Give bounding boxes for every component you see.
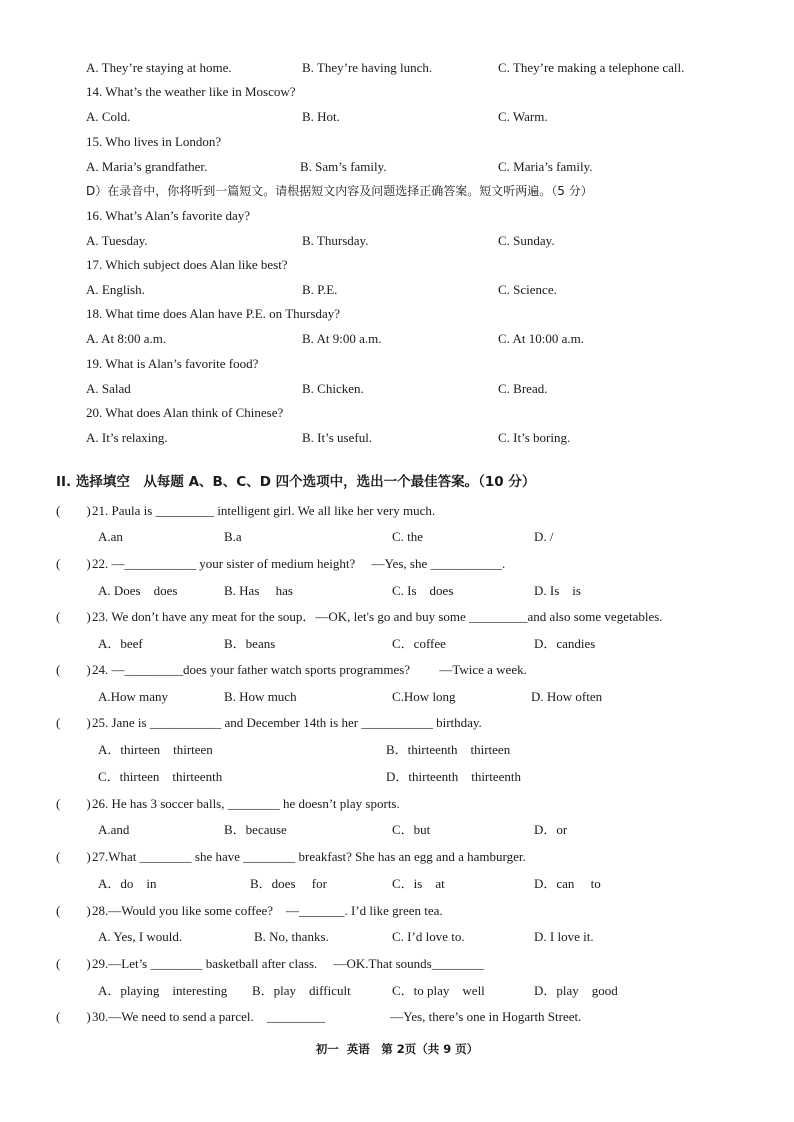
q14-option-b: B. Hot. — [302, 109, 340, 124]
q18-option-a: A. At 8:00 a.m. — [86, 331, 167, 346]
q26-stem: 26. He has 3 soccer balls, ________ he doesn’t play sports. — [92, 796, 400, 811]
q21-stem: 21. Paula is _________ intelligent girl. We all like her very much. — [92, 503, 436, 518]
q16-stem: 16. What’s Alan’s favorite day? — [86, 208, 251, 223]
q19-option-a: A. Salad — [86, 381, 131, 396]
q22-option-b: B. Has has — [224, 583, 293, 598]
answer-paren[interactable]: ( ) — [56, 503, 91, 518]
q19-option-b: B. Chicken. — [302, 381, 364, 396]
q15-option-a: A. Maria’s grandfather. — [86, 159, 208, 174]
q25-option-d: D．thirteenth thirteenth — [386, 769, 522, 784]
q13-option-b: B. They’re having lunch. — [302, 60, 433, 75]
q28-option-c: C. I’d love to. — [392, 929, 465, 944]
answer-paren[interactable]: ( ) — [56, 796, 91, 811]
q24-option-d: D. How often — [531, 689, 603, 704]
answer-paren[interactable]: ( ) — [56, 609, 91, 624]
q23-option-a: A．beef — [98, 636, 143, 651]
q21-option-c: C. the — [392, 529, 424, 544]
answer-paren[interactable]: ( ) — [56, 903, 91, 918]
q13-option-a: A. They’re staying at home. — [86, 60, 232, 75]
q25-option-c: C．thirteen thirteenth — [98, 769, 223, 784]
q17-option-c: C. Science. — [498, 282, 557, 297]
q24-option-a: A.How many — [98, 689, 169, 704]
q25-option-b: B．thirteenth thirteen — [386, 742, 511, 757]
q29-option-a: A．playing interesting — [98, 983, 228, 998]
q14-stem: 14. What’s the weather like in Moscow? — [86, 84, 296, 99]
q18-option-b: B. At 9:00 a.m. — [302, 331, 382, 346]
q27-stem: 27.What ________ she have ________ breakfast? She has an egg and a hamburger. — [92, 849, 526, 864]
answer-paren[interactable]: ( ) — [56, 1009, 91, 1024]
q22-stem: 22. —___________ your sister of medium height? —Yes, she ___________. — [92, 556, 506, 571]
q27-option-b: B．does for — [250, 876, 327, 891]
q27-option-d: D．can to — [534, 876, 601, 891]
q28-stem: 28.—Would you like some coffee? —_______. I’d like green tea. — [92, 903, 443, 918]
q14-option-c: C. Warm. — [498, 109, 548, 124]
q26-option-b: B．because — [224, 822, 287, 837]
q28-option-d: D. I love it. — [534, 929, 594, 944]
q29-option-d: D．play good — [534, 983, 618, 998]
answer-paren[interactable]: ( ) — [56, 849, 91, 864]
section-d-instruction: D）在录音中，你将听到一篇短文。请根据短文内容及问题选择正确答案。短文听两遍。（5 分） — [86, 184, 593, 198]
page-footer: 初一 英语 第 2页（共 9 页） — [315, 1042, 479, 1056]
q15-option-c: C. Maria’s family. — [498, 159, 593, 174]
q25-option-a: A．thirteen thirteen — [98, 742, 213, 757]
q22-option-d: D. Is is — [534, 583, 581, 598]
q26-option-a: A.and — [98, 822, 130, 837]
q20-option-b: B. It’s useful. — [302, 430, 373, 445]
q26-option-d: D．or — [534, 822, 568, 837]
q21-option-d: D. / — [534, 529, 554, 544]
q17-option-b: B. P.E. — [302, 282, 338, 297]
q15-option-b: B. Sam’s family. — [300, 159, 387, 174]
q30-stem: 30.—We need to send a parcel. _________ —Yes, there’s one in Hogarth Street. — [92, 1009, 582, 1024]
q24-option-c: C.How long — [392, 689, 456, 704]
answer-paren[interactable]: ( ) — [56, 956, 91, 971]
q21-option-b: B.a — [224, 529, 242, 544]
q24-stem: 24. —_________does your father watch sports programmes? —Twice a week. — [92, 662, 527, 677]
q18-option-c: C. At 10:00 a.m. — [498, 331, 584, 346]
answer-paren[interactable]: ( ) — [56, 715, 91, 730]
q29-option-b: B．play difficult — [252, 983, 351, 998]
q23-option-c: C．coffee — [392, 636, 446, 651]
q27-option-c: C．is at — [392, 876, 445, 891]
q19-option-c: C. Bread. — [498, 381, 548, 396]
q21-option-a: A.an — [98, 529, 123, 544]
q25-stem: 25. Jane is ___________ and December 14th is her ___________ birthday. — [92, 715, 482, 730]
q20-option-a: A. It’s relaxing. — [86, 430, 168, 445]
q18-stem: 18. What time does Alan have P.E. on Thursday? — [86, 306, 341, 321]
q15-stem: 15. Who lives in London? — [86, 134, 222, 149]
q16-option-b: B. Thursday. — [302, 233, 369, 248]
q26-option-c: C．but — [392, 822, 431, 837]
q20-option-c: C. It’s boring. — [498, 430, 571, 445]
q20-stem: 20. What does Alan think of Chinese? — [86, 405, 284, 420]
q28-option-b: B. No, thanks. — [254, 929, 329, 944]
q23-option-d: D．candies — [534, 636, 596, 651]
q22-option-a: A. Does does — [98, 583, 178, 598]
q28-option-a: A. Yes, I would. — [98, 929, 183, 944]
q29-stem: 29.—Let’s ________ basketball after class. —OK.That sounds________ — [92, 956, 484, 971]
q17-stem: 17. Which subject does Alan like best? — [86, 257, 288, 272]
answer-paren[interactable]: ( ) — [56, 556, 91, 571]
q13-option-c: C. They’re making a telephone call. — [498, 60, 685, 75]
q19-stem: 19. What is Alan’s favorite food? — [86, 356, 259, 371]
q23-stem: 23. We don’t have any meat for the soup．—OK, let's go and buy some _________and also some vegetables. — [92, 609, 663, 624]
q16-option-c: C. Sunday. — [498, 233, 555, 248]
q23-option-b: B．beans — [224, 636, 276, 651]
q22-option-c: C. Is does — [392, 583, 454, 598]
q29-option-c: C．to play well — [392, 983, 485, 998]
q17-option-a: A. English. — [86, 282, 145, 297]
q14-option-a: A. Cold. — [86, 109, 131, 124]
q16-option-a: A. Tuesday. — [86, 233, 148, 248]
section-2-heading: II. 选择填空 从每题 A、B、C、D 四个选项中，选出一个最佳答案。（10 分） — [56, 474, 536, 490]
q24-option-b: B. How much — [224, 689, 297, 704]
answer-paren[interactable]: ( ) — [56, 662, 91, 677]
q27-option-a: A．do in — [98, 876, 157, 891]
